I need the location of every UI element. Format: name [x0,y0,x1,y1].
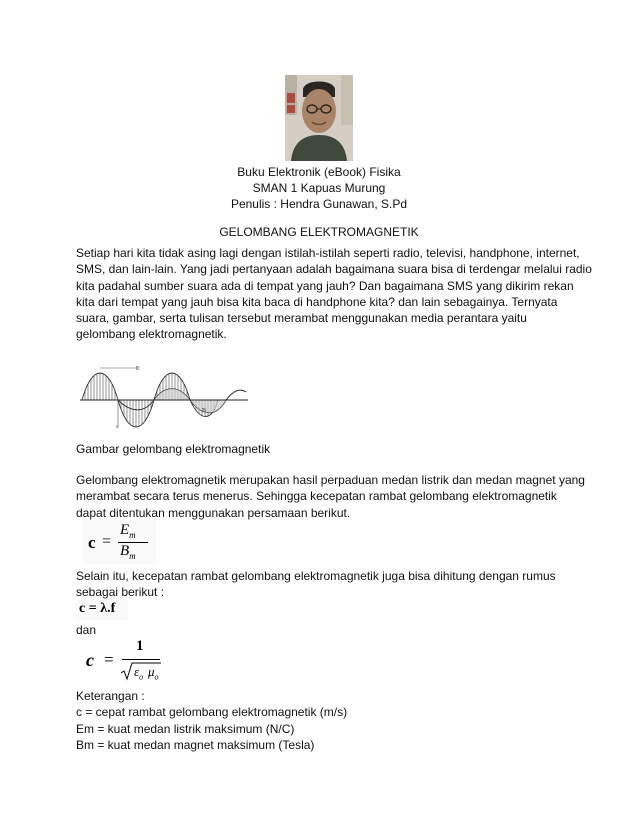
eq3-lhs: c [86,650,94,670]
eq3-eps-sub: o [139,672,144,682]
document-title: GELOMBANG ELEKTROMAGNETIK [219,225,419,239]
alternative-line: sebagai berikut : [76,585,165,600]
eq3-fraction-bar [122,659,160,660]
eq1-denominator [120,543,136,561]
intro-line: SMS, dan lain-lain. Yang jadi pertanyaan adalah bagaimana suara bisa di terdengar melalui radio [76,262,592,277]
keterangan-item: c = cepat rambat gelombang elektromagnetik (m/s) [76,705,348,720]
eq2-text: c = λ.f [79,601,116,616]
eq3-equals: = [104,650,114,669]
equation-lambda-f [76,600,128,620]
eq1-num-symbol: E [120,522,130,538]
definition-line: Gelombang elektromagnetik merupakan hasil perpaduan medan listrik dan medan magnet yang [76,473,585,487]
equation-e-over-b [82,520,156,564]
intro-line: kita padahal sumber suara ada di tempat yang jauh? Dan bagaimana SMS yang dikirim rekan [76,278,574,293]
caption-text: Gambar gelombang elektromagnetik [76,442,271,456]
definition-paragraph [76,472,585,521]
dan-text: dan [76,623,97,637]
eq3-eps-symbol: ε [134,664,140,679]
eq3-epsilon [134,664,143,682]
keterangan-title: Keterangan : [76,689,145,703]
intro-line: suara, gambar, serta tulisan tersebut merambat menggunakan media perantara yaitu [76,311,527,326]
eq1-den-symbol: B [120,543,130,559]
eq3-mu-symbol: μ [148,664,155,679]
wave-label-c: c [116,425,119,430]
em-wave-figure [78,362,250,430]
author-photo-image [285,75,353,161]
wave-label-e: E [136,366,140,372]
wave-label-b: B [202,408,207,414]
intro-paragraph [76,245,592,343]
eq1-den-sub: m [129,551,136,561]
intro-line: kita dari tempat yang jauh bisa kita baca di handphone kita? dan lain sebagainya. Ternyata [76,294,558,309]
equation-sqrt [82,638,162,682]
alternative-line: Selain itu, kecepatan rambat gelombang elektromagnetik juga bisa dihitung dengan rumus [76,569,556,583]
eq1-numerator [120,522,136,540]
eq3-mu [148,664,159,682]
eq1-num-sub: m [129,530,136,540]
eq1-lhs: c [88,533,96,552]
definition-line: merambat secara terus menerus. Sehingga kecepatan rambat gelombang elektromagnetik [76,489,557,504]
keterangan-block [76,688,576,753]
author-line: Penulis : Hendra Gunawan, S.Pd [230,197,408,211]
definition-line: dapat ditentukan menggunakan persamaan berikut. [76,505,351,520]
ebook-label: Buku Elektronik (eBook) Fisika [237,165,401,179]
eq3-numerator: 1 [136,638,144,654]
school-name: SMAN 1 Kapuas Murung [252,181,386,195]
dan-line [76,622,576,638]
keterangan-item: Em = kuat medan listrik maksimum (N/C) [76,721,295,736]
author-photo [285,75,353,161]
alternative-paragraph [76,568,576,601]
keterangan-item: Bm = kuat medan magnet maksimum (Tesla) [76,737,315,752]
eq1-equals: = [102,533,112,550]
figure-caption [76,441,576,457]
intro-line: gelombang elektromagnetik. [76,327,227,342]
em-wave-diagram [78,362,250,430]
intro-line: Setiap hari kita tidak asing lagi dengan istilah-istilah seperti radio, televisi, handphone, internet, [76,246,580,260]
eq3-mu-sub: o [154,672,159,682]
